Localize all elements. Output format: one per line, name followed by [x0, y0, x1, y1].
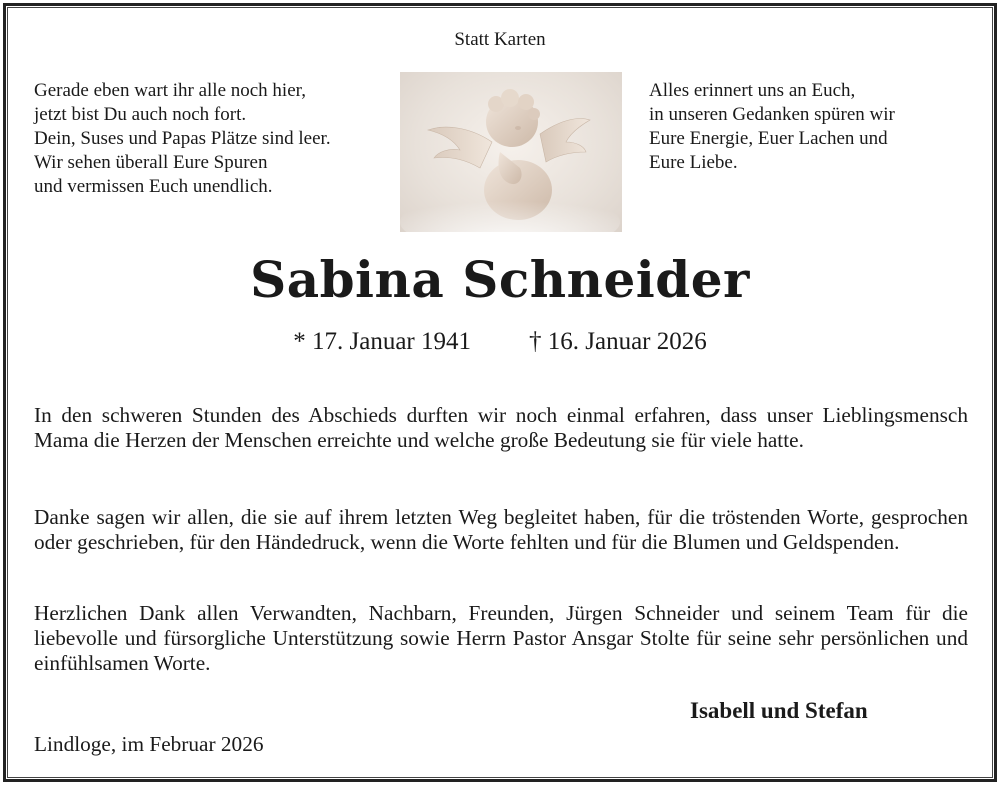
poem-line: in unseren Gedanken spüren wir [649, 104, 895, 125]
poem-line: Eure Energie, Euer Lachen und [649, 128, 888, 149]
angel-figure-icon [400, 72, 622, 232]
poem-line: Dein, Suses und Papas Plätze sind leer. [34, 128, 331, 149]
header-statt-karten: Statt Karten [454, 29, 546, 50]
poem-left [34, 79, 331, 199]
poem-line: Wir sehen überall Eure Spuren [34, 152, 268, 173]
deceased-name: Sabina Schneider [250, 250, 750, 309]
birth-date: * 17. Januar 1941 [293, 328, 471, 355]
poem-line: jetzt bist Du auch noch fort. [34, 104, 247, 125]
paragraph-3: Herzlichen Dank allen Verwandten, Nachbarn, Freunden, Jürgen Schneider und seinem Team für die liebevolle und fürsorgliche Unterstützung sowie Herrn Pastor Ansgar Stolte für seine sehr persönlichen und einfühlsamen Worte. [34, 601, 968, 675]
signers: Isabell und Stefan [690, 698, 868, 723]
paragraph-1: In den schweren Stunden des Abschieds durften wir noch einmal erfahren, dass unser Lieblingsmensch Mama die Herzen der Menschen erreichte und welche große Bedeutung sie für viele hatte. [34, 403, 968, 452]
death-date: † 16. Januar 2026 [529, 328, 707, 355]
angel-image [400, 72, 622, 232]
poem-right [649, 79, 895, 175]
poem-line: Alles erinnert uns an Euch, [649, 80, 856, 101]
place-date: Lindloge, im Februar 2026 [34, 732, 264, 756]
poem-line: Gerade eben wart ihr alle noch hier, [34, 80, 306, 101]
life-dates [0, 328, 1000, 356]
paragraph-2: Danke sagen wir allen, die sie auf ihrem letzten Weg begleitet haben, für die tröstenden Worte, gesprochen oder geschrieben, für den Händedruck, wenn die Worte fehlten und für die Blumen und Geldspenden. [34, 505, 968, 554]
poem-line: Eure Liebe. [649, 152, 738, 173]
poem-line: und vermissen Euch unendlich. [34, 176, 273, 197]
